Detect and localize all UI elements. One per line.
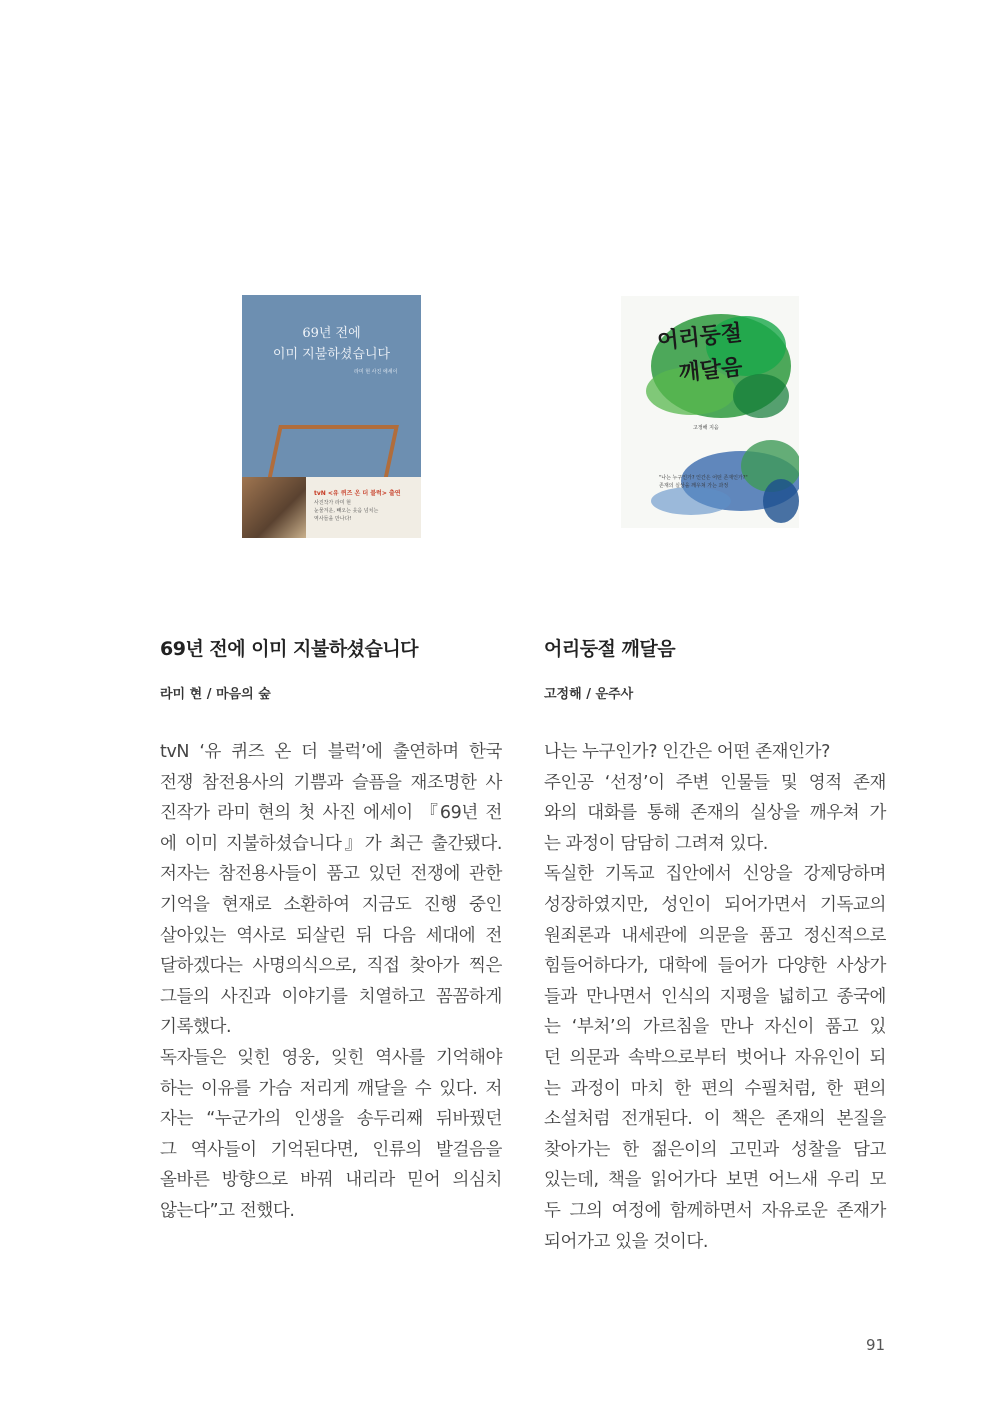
text-line: 올바른 방향으로 바꿔 내리라 믿어 의심치 bbox=[160, 1170, 502, 1191]
text-line: 들과 만나면서 인식의 지평을 넓히고 종국에 bbox=[544, 986, 886, 1007]
cover-photo bbox=[242, 477, 306, 538]
text-line: 와의 대화를 통해 존재의 실상을 깨우쳐 가 bbox=[544, 803, 886, 824]
book-title: 어리둥절 깨달음 bbox=[544, 638, 676, 660]
text-line: 주인공 ‘선정’이 주변 인물들 및 영적 존재 bbox=[544, 772, 886, 793]
text-line: 던 의문과 속박으로부터 벗어나 자유인이 되 bbox=[544, 1047, 886, 1068]
text-line: 는 과정이 마치 한 편의 수필처럼, 한 편의 bbox=[544, 1078, 886, 1099]
cover-title-line1: 어리둥절 bbox=[656, 319, 744, 355]
text-line: 하는 이유를 가슴 저리게 깨달을 수 있다. 저 bbox=[160, 1078, 502, 1099]
cover-blurb-3: 역사들을 만나다! bbox=[314, 516, 352, 522]
frame-illustration bbox=[267, 425, 399, 481]
cover-title-line2: 깨달음 bbox=[677, 353, 744, 387]
cover-badge: tvN <유 퀴즈 온 더 블럭> 출연 bbox=[314, 490, 401, 497]
cover-blurb-2: 존재의 실상을 깨우쳐 가는 과정 bbox=[659, 483, 729, 489]
text-line: 나는 누구인가? 인간은 어떤 존재인가? bbox=[544, 742, 831, 762]
cover-title bbox=[242, 323, 421, 365]
text-line: 기록했다. bbox=[160, 1017, 232, 1038]
book-cover-1 bbox=[242, 295, 421, 538]
text-line: 는 ‘부처’의 가르침을 만나 자신이 품고 있 bbox=[544, 1017, 886, 1038]
cover-blurb-1: "나는 누구인가? 인간은 어떤 존재인가?" bbox=[659, 475, 748, 481]
text-line: 소설처럼 전개된다. 이 책은 존재의 본질을 bbox=[544, 1109, 886, 1130]
page-number: 91 bbox=[866, 1336, 886, 1354]
text-line: 자는 “누군가의 인생을 송두리째 뒤바꿨던 bbox=[160, 1109, 502, 1130]
cover-author: 라미 현 사진 에세이 bbox=[354, 369, 398, 375]
text-line: 살아있는 역사로 되살린 뒤 다음 세대에 전 bbox=[160, 925, 502, 946]
text-line: 그 역사들이 기억된다면, 인류의 발걸음을 bbox=[160, 1139, 502, 1160]
text-line: tvN ‘유 퀴즈 온 더 블럭’에 출연하며 한국 bbox=[160, 742, 502, 762]
text-line: 기억을 현재로 소환하여 지금도 진행 중인 bbox=[160, 894, 502, 915]
text-line: 에 이미 지불하셨습니다』가 최근 출간됐다. bbox=[160, 833, 502, 854]
cover-blurb-1: 사진작가 라미 현 bbox=[314, 500, 351, 506]
cover-bottom-band bbox=[242, 477, 421, 538]
text-line: 힘들어하다가, 대학에 들어가 다양한 사상가 bbox=[544, 956, 886, 977]
book-title: 69년 전에 이미 지불하셨습니다 bbox=[160, 638, 419, 660]
text-line: 저자는 참전용사들이 품고 있던 전쟁에 관한 bbox=[160, 864, 502, 885]
cover-title-line2: 이미 지불하셨습니다 bbox=[272, 347, 391, 362]
book-author-publisher: 고정해 / 운주사 bbox=[544, 687, 634, 702]
book-cover-2 bbox=[621, 296, 799, 528]
book-description bbox=[160, 737, 502, 1227]
text-line: 원죄론과 내세관에 의문을 품고 정신적으로 bbox=[544, 925, 886, 946]
text-line: 않는다”고 전했다. bbox=[160, 1200, 295, 1221]
text-line: 독실한 기독교 집안에서 신앙을 강제당하며 bbox=[544, 864, 886, 885]
text-line: 독자들은 잊힌 영웅, 잊힌 역사를 기억해야 bbox=[160, 1047, 502, 1068]
cover-blurb-2: 눈물겨운, 빼오는 웃음 넘치는 bbox=[314, 508, 379, 514]
text-line: 있는데, 책을 읽어가다 보면 어느새 우리 모 bbox=[544, 1170, 886, 1191]
text-line: 성장하였지만, 성인이 되어가면서 기독교의 bbox=[544, 894, 886, 915]
cover-author: 고정해 지음 bbox=[693, 425, 719, 431]
text-line: 전쟁 참전용사의 기쁨과 슬픔을 재조명한 사 bbox=[160, 772, 502, 793]
cover-title-line1: 69년 전에 bbox=[302, 326, 361, 341]
text-line: 그들의 사진과 이야기를 치열하고 꼼꼼하게 bbox=[160, 986, 502, 1007]
text-line: 는 과정이 담담히 그려져 있다. bbox=[544, 833, 768, 854]
text-line: 두 그의 여정에 함께하면서 자유로운 존재가 bbox=[544, 1200, 886, 1221]
text-line: 달하겠다는 사명의식으로, 직접 찾아가 찍은 bbox=[160, 956, 502, 977]
text-line: 찾아가는 한 젊은이의 고민과 성찰을 담고 bbox=[544, 1139, 886, 1160]
text-line: 되어가고 있을 것이다. bbox=[544, 1231, 709, 1252]
text-line: 진작가 라미 현의 첫 사진 에세이 『69년 전 bbox=[160, 803, 502, 824]
cover-title bbox=[656, 316, 748, 393]
book-description bbox=[544, 737, 886, 1257]
book-author-publisher: 라미 현 / 마음의 숲 bbox=[160, 687, 271, 702]
